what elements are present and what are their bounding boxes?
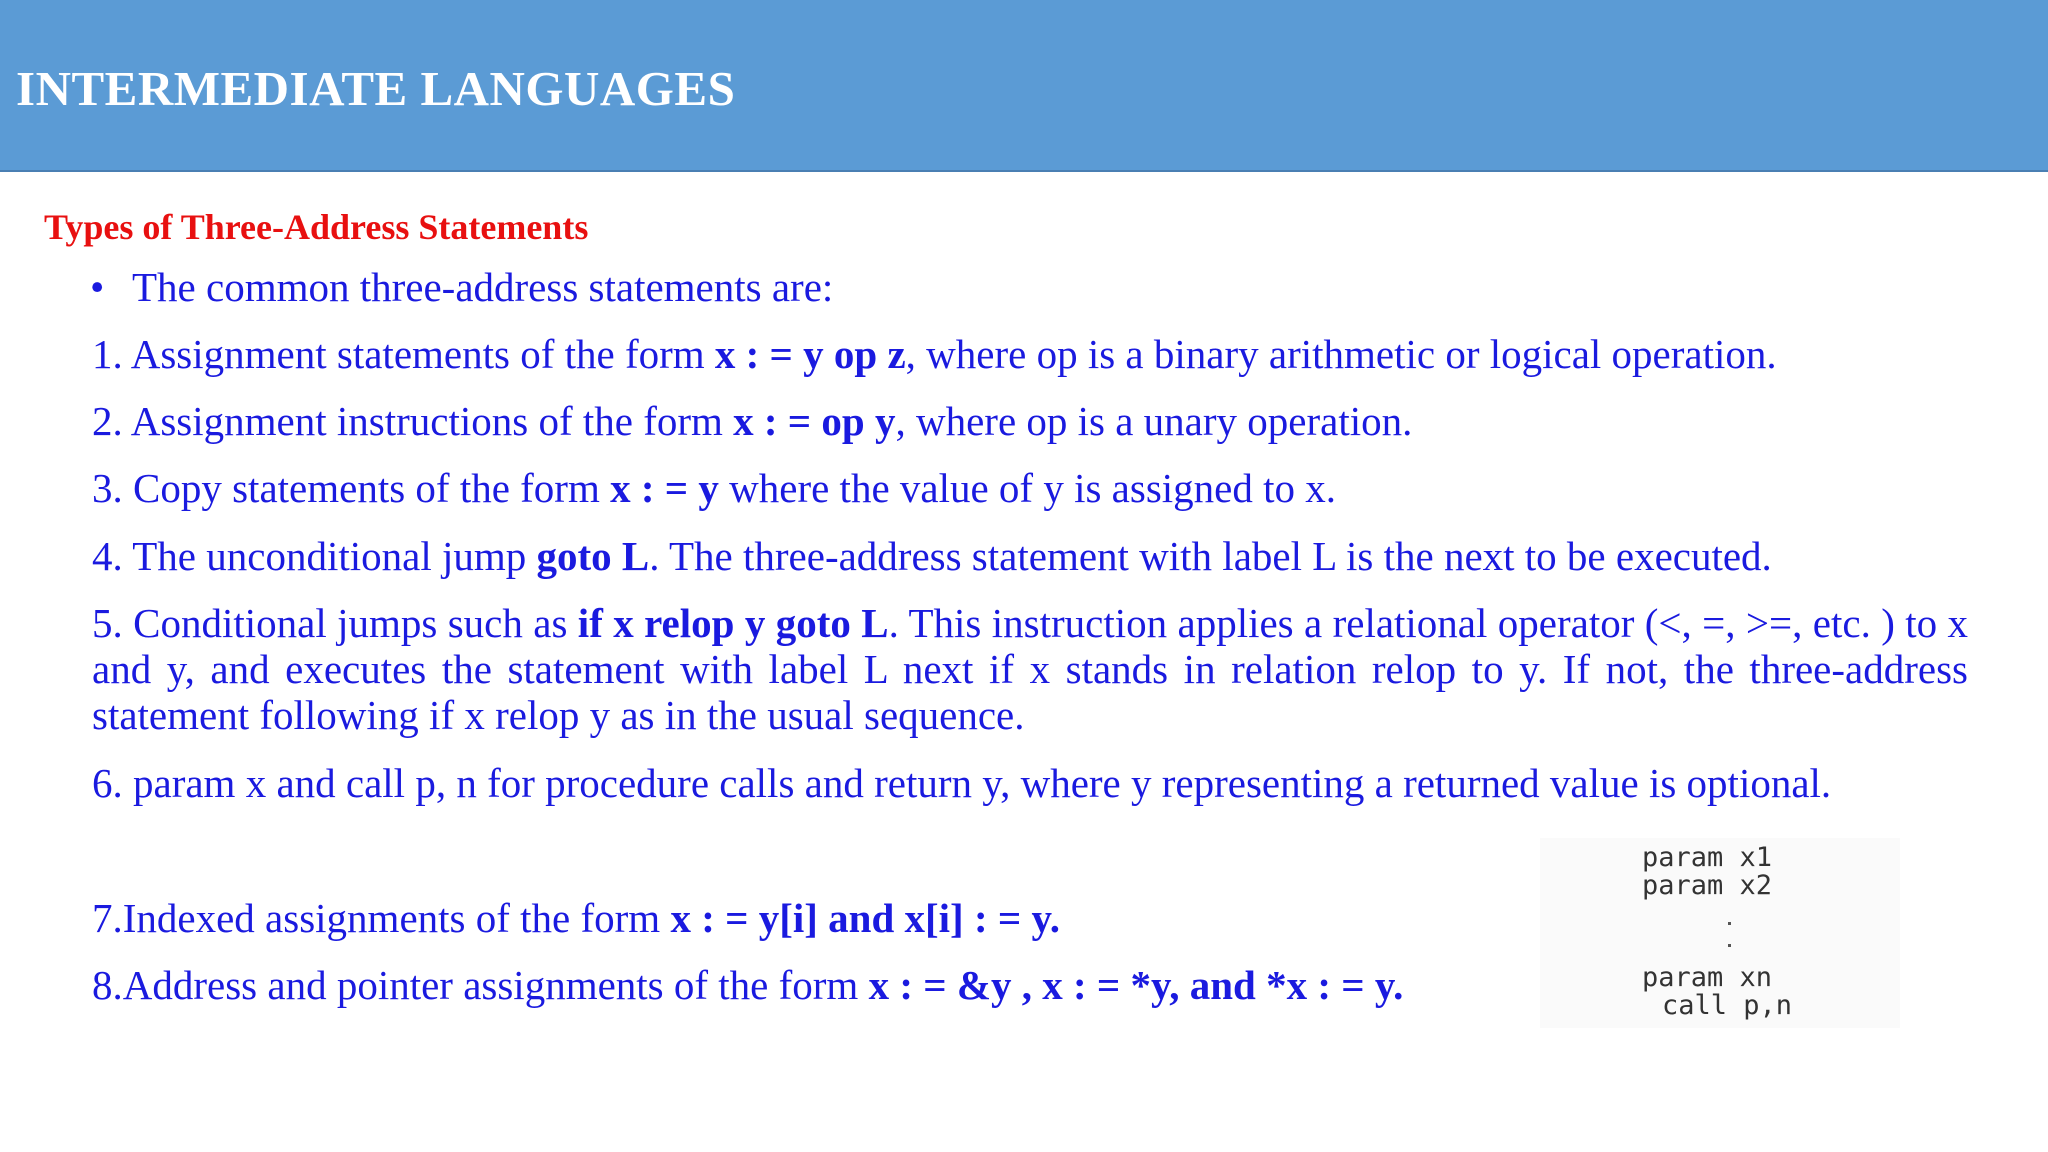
code-snippet-image [1540, 838, 1900, 1028]
code-expression: x : = y [610, 465, 719, 511]
list-item-7: 7.Indexed assignments of the form x : = y[i] and x[i] : = y. [92, 895, 1060, 941]
code-line: param x1 [1642, 842, 1773, 873]
code-expression: goto L [536, 533, 650, 579]
slide-title: INTERMEDIATE LANGUAGES [16, 61, 736, 116]
section-heading: Types of Three-Address Statements [44, 207, 589, 247]
title-bar [0, 0, 2048, 172]
code-expression: x : = y op z [714, 331, 906, 377]
bullet-icon: • [90, 264, 105, 310]
list-item-2: 2. Assignment instructions of the form x : = op y, where op is a unary operation. [92, 398, 1413, 444]
code-line: param xn [1642, 962, 1773, 993]
list-item-3: 3. Copy statements of the form x : = y where the value of y is assigned to x. [92, 465, 1337, 511]
ellipsis-dot [1728, 922, 1731, 925]
ellipsis-dot [1728, 944, 1731, 947]
intro-bullet [90, 264, 833, 310]
code-expression: x : = &y , x : = *y, and *x : = y. [868, 962, 1404, 1008]
list-item-4: 4. The unconditional jump goto L. The three-address statement with label L is the next to be executed. [92, 533, 1772, 579]
code-line: call p,n [1662, 990, 1793, 1021]
code-expression: if x relop y goto L [577, 600, 889, 646]
list-item-6: 6. param x and call p, n for procedure calls and return y, where y representing a returned value is optional. [92, 760, 1832, 806]
list-item-1: 1. Assignment statements of the form x : = y op z, where op is a binary arithmetic or logical operation. [92, 331, 1777, 377]
intro-text: The common three-address statements are: [132, 264, 834, 310]
code-expression: x : = y[i] and x[i] : = y. [670, 895, 1060, 941]
code-expression: x : = op y [733, 398, 896, 444]
code-line: param x2 [1642, 870, 1773, 901]
list-item-8: 8.Address and pointer assignments of the form x : = &y , x : = *y, and *x : = y. [92, 962, 1404, 1008]
list-item-5: 5. Conditional jumps such as if x relop y goto L. This instruction applies a relational operator (<, =, >=, etc. ) to x and y, and executes the statement with label L next if x stands in relation relop to y. If not, the three-address statement following if x relop y as in the usual sequence. [92, 600, 1968, 738]
